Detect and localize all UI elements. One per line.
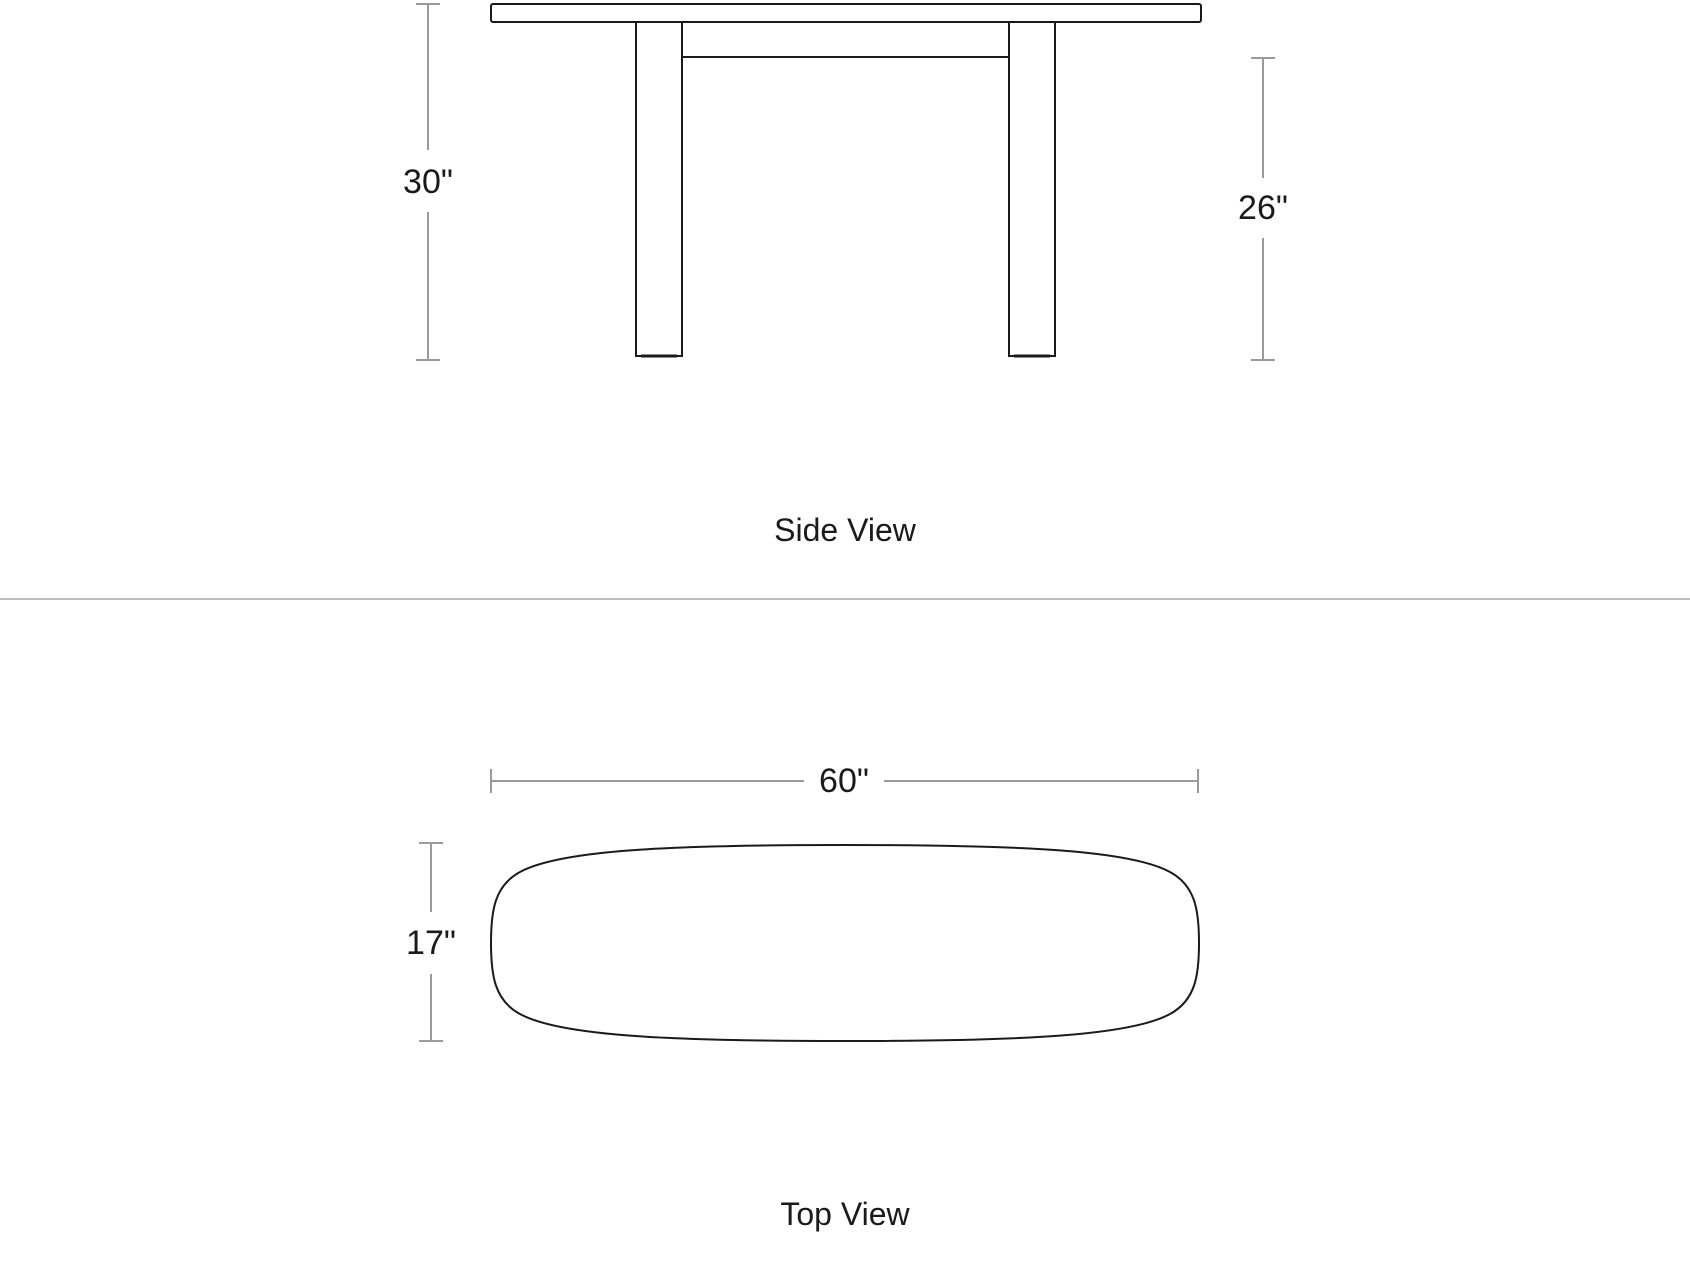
side-right-leg [1009, 22, 1055, 356]
depth-dimension [406, 843, 456, 1041]
width-label: 60" [819, 762, 869, 800]
side-view-label: Side View [774, 512, 916, 548]
top-view [406, 762, 1199, 1232]
width-dimension [491, 762, 1198, 800]
top-view-label: Top View [780, 1196, 910, 1232]
overall-height-dimension [403, 4, 453, 360]
seat-height-dimension [1238, 58, 1288, 360]
top-bench-outline [491, 845, 1199, 1041]
side-left-leg [636, 22, 682, 356]
side-view [403, 4, 1288, 548]
overall-height-label: 30" [403, 163, 453, 201]
seat-height-label: 26" [1238, 189, 1288, 227]
side-stretcher [681, 22, 1010, 57]
depth-label: 17" [406, 924, 456, 962]
side-tabletop [491, 4, 1201, 22]
